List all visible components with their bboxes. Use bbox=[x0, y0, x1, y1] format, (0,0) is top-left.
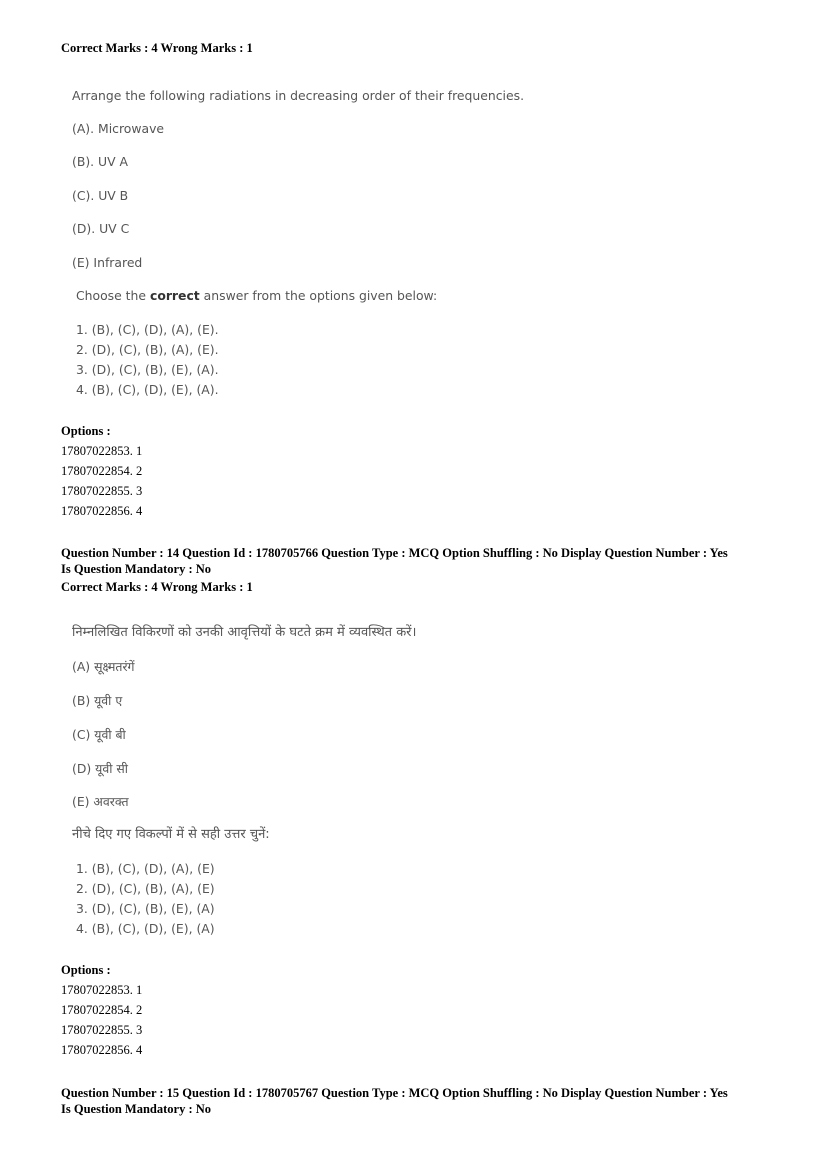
q13-option-2: 17807022854. 2 bbox=[61, 464, 143, 478]
q13-marks: Correct Marks : 4 Wrong Marks : 1 bbox=[61, 41, 253, 55]
q14-item-e: (E) अवरक्त bbox=[72, 794, 129, 809]
q13-option-4: 17807022856. 4 bbox=[61, 504, 143, 518]
q13-item-c: (C). UV B bbox=[72, 188, 129, 203]
q15-header-line1: Question Number : 15 Question Id : 1780705767 Question Type : MCQ Option Shuffling : No Display Question Number : Yes bbox=[61, 1086, 728, 1100]
q13-answer-4: 4. (B), (C), (D), (E), (A). bbox=[76, 382, 219, 397]
q14-option-2: 17807022854. 2 bbox=[61, 1003, 143, 1017]
q13-choose-bold: correct bbox=[149, 288, 200, 303]
q13-options-label: Options : bbox=[61, 424, 111, 438]
q14-answer-3: 3. (D), (C), (B), (E), (A) bbox=[76, 901, 215, 916]
q15-header-line2: Is Question Mandatory : No bbox=[61, 1102, 212, 1116]
q13-answer-3: 3. (D), (C), (B), (E), (A). bbox=[76, 362, 219, 377]
q14-answer-2: 2. (D), (C), (B), (A), (E) bbox=[76, 881, 215, 896]
q13-answer-1: 1. (B), (C), (D), (A), (E). bbox=[76, 322, 219, 337]
q14-options-label: Options : bbox=[61, 963, 111, 977]
q14-choose-instruction: नीचे दिए गए विकल्पों में से सही उत्तर चुनें: bbox=[72, 827, 270, 842]
q13-item-e: (E) Infrared bbox=[72, 255, 143, 270]
q14-answer-1: 1. (B), (C), (D), (A), (E) bbox=[76, 861, 215, 876]
q14-item-b: (B) यूवी ए bbox=[72, 693, 123, 708]
q14-item-d: (D) यूवी सी bbox=[72, 761, 128, 776]
q13-answer-2: 2. (D), (C), (B), (A), (E). bbox=[76, 342, 219, 357]
q13-choose-post: answer from the options given below: bbox=[199, 288, 438, 303]
q14-prompt: निम्नलिखित विकिरणों को उनकी आवृत्तियों के घटते क्रम में व्यवस्थित करें। bbox=[72, 625, 417, 640]
q14-option-3: 17807022855. 3 bbox=[61, 1023, 143, 1037]
q13-choose-instruction bbox=[76, 288, 437, 304]
q14-header-line2: Is Question Mandatory : No bbox=[61, 562, 212, 576]
q14-marks: Correct Marks : 4 Wrong Marks : 1 bbox=[61, 580, 253, 594]
q13-item-a: (A). Microwave bbox=[72, 121, 165, 136]
q14-option-1: 17807022853. 1 bbox=[61, 983, 143, 997]
q14-option-4: 17807022856. 4 bbox=[61, 1043, 143, 1057]
q14-answer-4: 4. (B), (C), (D), (E), (A) bbox=[76, 921, 215, 936]
q13-option-3: 17807022855. 3 bbox=[61, 484, 143, 498]
q13-prompt: Arrange the following radiations in decreasing order of their frequencies. bbox=[72, 88, 525, 103]
q14-item-c: (C) यूवी बी bbox=[72, 727, 126, 742]
q13-option-1: 17807022853. 1 bbox=[61, 444, 143, 458]
q14-item-a: (A) सूक्ष्मतरंगें bbox=[72, 659, 135, 674]
q13-item-b: (B). UV A bbox=[72, 154, 129, 169]
q14-header-line1: Question Number : 14 Question Id : 1780705766 Question Type : MCQ Option Shuffling : No Display Question Number : Yes bbox=[61, 546, 728, 560]
q13-item-d: (D). UV C bbox=[72, 221, 130, 236]
q13-choose-pre: Choose the bbox=[76, 288, 150, 303]
